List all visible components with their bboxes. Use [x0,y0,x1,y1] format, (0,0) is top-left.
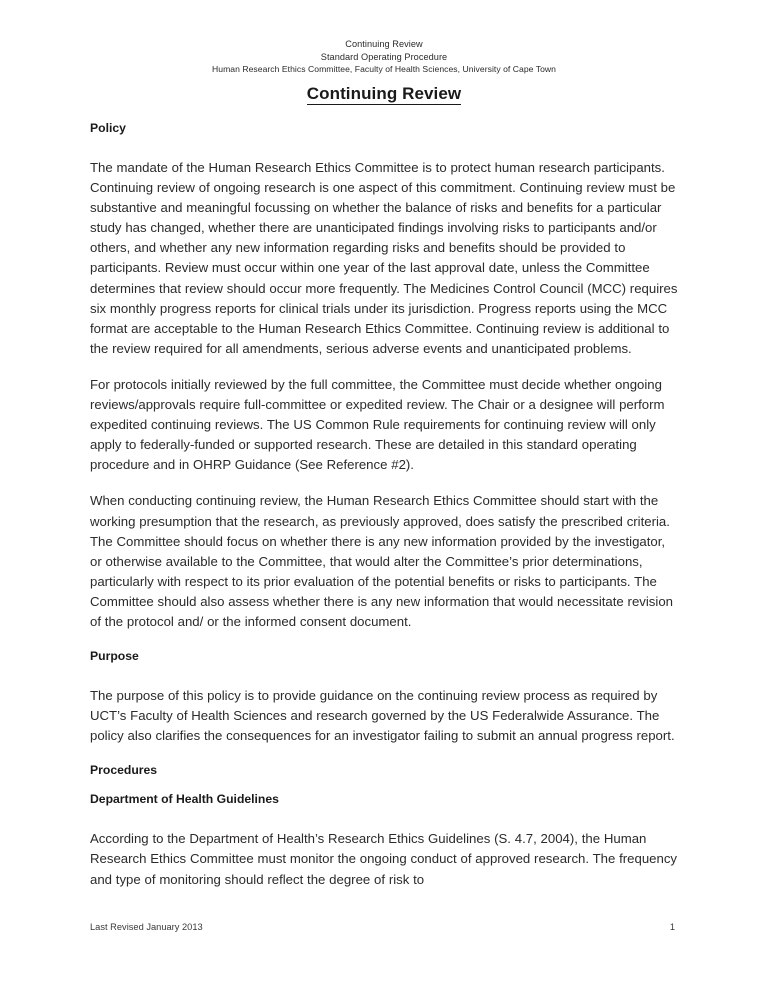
header-line-affiliation: Human Research Ethics Committee, Faculty of Health Sciences, University of Cape Town [212,64,556,75]
purpose-paragraph-1: The purpose of this policy is to provide guidance on the continuing review process as required by UCT’s Faculty of Health Sciences and research governed by the US Federalwide Assurance. The policy also clarifies the consequences for an investigator failing to submit an annual progress report. [90,688,675,744]
page-title-text: Continuing Review [306,84,462,103]
section-heading-policy: Policy [90,121,126,135]
policy-paragraph-2: For protocols initially reviewed by the full committee, the Committee must decide whether ongoing reviews/approvals require full-committee or expedited review. The Chair or a designee will perform expedited continuing reviews. The US Common Rule requirements for continuing review will only apply to federally-funded or supported research. These are detailed in this standard operating procedure and in OHRP Guidance (See Reference #2). [90,376,665,473]
section-heading-purpose: Purpose [90,649,139,664]
page-title [0,84,768,104]
page-footer [90,922,675,932]
procedures-paragraph-1: According to the Department of Health’s Research Ethics Guidelines (S. 4.7, 2004), the Human Research Ethics Committee must monitor the ongoing conduct of approved research. The frequency and type of monitoring should reflect the degree of risk to [90,831,678,887]
footer-page-number: 1 [669,922,675,932]
header-line-subtitle: Standard Operating Procedure [320,51,448,62]
document-body [90,120,679,890]
policy-paragraph-3: When conducting continuing review, the Human Research Ethics Committee should start with the working presumption that the research, as previously approved, does satisfy the prescribed criteria. The Committee should focus on whether there is any new information provided by the investigator, or otherwise available to the Committee, that would alter the Committee’s prior determinations, particularly with respect to its prior evaluation of the potential benefits or risks to participants. The Committee should also assess whether there is any new information that would necessitate revision of the protocol and/ or the informed consent document. [90,493,673,629]
running-header [0,38,768,76]
section-heading-procedures: Procedures [90,763,158,778]
footer-revision-text: Last Revised January 2013 [90,922,203,932]
policy-paragraph-1: The mandate of the Human Research Ethics Committee is to protect human research participants. Continuing review of ongoing research is one aspect of this commitment. Continuing review must be substantive and meaningful focussing on whether the balance of risks and benefits for a particular study has changed, whether there are unanticipated findings involving risks to participants and/or others, and whether any new information regarding risks and benefits should be provided to participants. Review must occur within one year of the last approval date, unless the Committee determines that review should occur more frequently. The Medicines Control Council (MCC) requires six monthly progress reports for clinical trials under its jurisdiction. Progress reports using the MCC format are acceptable to the Human Research Ethics Committee. Continuing review is additional to the review required for all amendments, serious adverse events and unanticipated problems. [90,160,678,356]
header-line-title: Continuing Review [345,39,423,49]
section-subheading-doh-guidelines: Department of Health Guidelines [90,792,279,807]
